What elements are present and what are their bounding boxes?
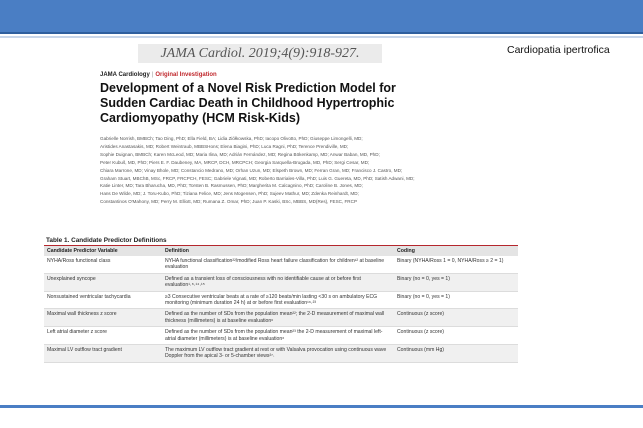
cell-coding: Continuous (mm Hg)	[394, 345, 518, 363]
cell-coding: Binary (no = 0, yes = 1)	[394, 273, 518, 291]
bottom-divider	[0, 405, 643, 408]
cell-coding: Continuous (z score)	[394, 309, 518, 327]
cell-definition: The maximum LV outflow tract gradient at rest or with Valsalva provocation using continuous wave Doppler from the apical 3- or 5-chamber views²⁷˒	[162, 345, 394, 363]
table-row	[44, 327, 518, 345]
journal-name: JAMA Cardiology	[100, 72, 150, 78]
table-header-row	[44, 246, 518, 256]
cell-coding: Continuous (z score)	[394, 327, 518, 345]
definitions-table	[44, 246, 518, 363]
cell-variable: Unexplained syncope	[44, 273, 162, 291]
author-line: Chiara Marrone, MD; Vinay Bhole, MD; Constancio Medrano, MD; Orhan Uzun, MD; Elspeth Brown, MD; Ferran Gran, MD; Francisco J. Castro, MD;	[100, 167, 403, 173]
top-banner	[0, 0, 643, 34]
top-divider	[0, 36, 643, 38]
cell-definition: ≥3 Consecutive ventricular beats at a rate of ≥120 beats/min lasting <30 s on ambulatory ECG monitoring (minimum duration 24 h) at or before first evaluation¹⁶˒²³	[162, 291, 394, 309]
table-row	[44, 256, 518, 273]
cell-definition: NYHA functional classification²²/modified Ross heart failure classification for children¹² at baseline evaluation	[162, 256, 394, 273]
cell-variable: Nonsustained ventricular tachycardia	[44, 291, 162, 309]
citation: JAMA Cardiol. 2019;4(9):918-927.	[138, 44, 382, 63]
author-line: Constantinos O'Mahony, MD; Perry M. Elliott, MD; Rumana Z. Omar, PhD; Juan P. Kaski, BSc, MBBS, MD(Res), FESC, FRCP	[100, 199, 358, 205]
author-list	[100, 135, 445, 206]
cell-variable: Left atrial diameter z score	[44, 327, 162, 345]
cell-definition: Defined as the number of SDs from the population mean²³ the 2-D measurement of maximal left-atrial diameter (millimeters) is at baseline evaluation⁶	[162, 327, 394, 345]
author-line: Aristides Anastasakis, MD; Robert Weintraub, MBBSHons; Elena Biagini, PhD; Luca Ragni, PhD; Terence Prendiville, MD;	[100, 143, 349, 149]
table-row	[44, 345, 518, 363]
table-row	[44, 291, 518, 309]
table-row	[44, 273, 518, 291]
author-line: Gabrielle Norrish, BMBCh; Tao Ding, PhD; Ella Field, BA; Lidia Ziółkowska, PhD; Iacopo Olivotto, PhD; Giuseppe Limongelli, MD;	[100, 136, 363, 141]
table-row	[44, 309, 518, 327]
author-line: Peter Kubuš, MD, PhD; Piers E. F. Daubeney, MA, MRCP, DCH, MRCPCH; Georgia Sarquella-Brugada, MD, PhD; Sergi Cesar, MD;	[100, 159, 370, 165]
cell-variable: Maximal wall thickness z score	[44, 309, 162, 327]
article-title: Development of a Novel Risk Prediction Model for Sudden Cardiac Death in Childhood Hypertrophic Cardiomyopathy (HCM Risk-Kids)	[100, 81, 396, 125]
article-header	[100, 72, 440, 206]
cell-coding: Binary (no = 0, yes = 1)	[394, 291, 518, 309]
author-line: Katie Linter, MD; Tara Bharucha, MD, PhD; Torsten B. Rasmussen, PhD; Margherita M. Calcagnino, PhD; Caroline B. Jones, MD;	[100, 183, 363, 189]
article-section: Original Investigation	[155, 72, 217, 78]
cell-coding: Binary (NYHA/Ross 1 = 0, NYHA/Ross ≥ 2 = 1)	[394, 256, 518, 273]
table-caption: Table 1. Candidate Predictor Definitions	[44, 236, 518, 246]
author-line: Sophie Duignan, BMBCh; Karen McLeod, MD; Maria Ilina, MD; Adrián Fernández, MD; Regina Bökenkamp, MD; Anwar Baban, MD, PhD;	[100, 151, 380, 157]
author-line: Hans De Wilde, MD; J. Toru-Kubo, PhD; Tiziana Felice, MD; Jens Mogensen, PhD; Sujeev Mathur, MD; Zdenka Reinhardt, MD;	[100, 191, 359, 197]
cell-variable: Maximal LV outflow tract gradient	[44, 345, 162, 363]
cell-definition: Defined as the number of SDs from the population mean²²; the 2-D measurement of maximal wall thickness (millimeters) is at baseline evaluation⁶	[162, 309, 394, 327]
slide-note: Cardiopatia ipertrofica	[507, 44, 610, 56]
cell-variable: NYHA/Ross functional class	[44, 256, 162, 273]
cell-definition: Defined as a transient loss of consciousness with no identifiable cause at or before first evaluation¹˒⁸˒¹⁴˒¹⁵	[162, 273, 394, 291]
predictor-table	[44, 236, 518, 363]
column-header-variable: Candidate Predictor Variable	[44, 246, 162, 256]
column-header-coding: Coding	[394, 246, 518, 256]
author-line: Graham Stuart, MBChB, MSc, FRCP, FRCPCH, FESC; Gabriele Vignati, MD; Roberto Barriales-Villa, PhD; Luis G. Guereta, MD, PhD; Satish Adwani, MD;	[100, 175, 415, 181]
column-header-definition: Definition	[162, 246, 394, 256]
journal-line: JAMA Cardiology | Original Investigation	[100, 72, 217, 78]
